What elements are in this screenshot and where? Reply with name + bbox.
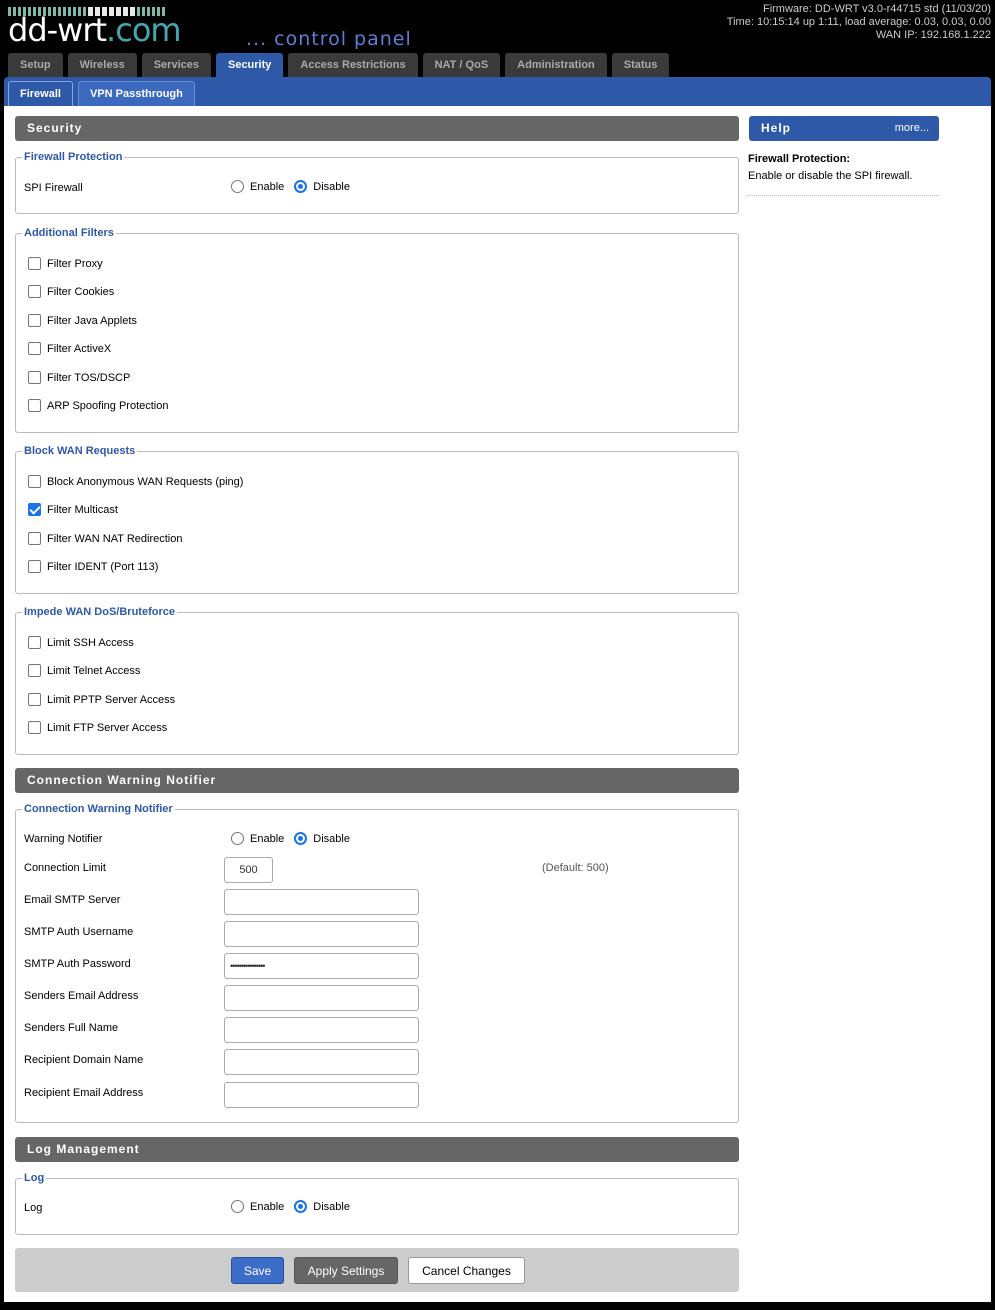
filter-tos-dscp[interactable] <box>28 371 130 384</box>
tab-status[interactable]: Status <box>612 53 670 77</box>
limit-telnet-checkbox[interactable] <box>28 664 41 677</box>
recipient-email-input[interactable] <box>224 1082 419 1108</box>
smtp-server-input[interactable] <box>224 889 419 915</box>
limit-pptp[interactable] <box>28 693 175 706</box>
spi-enable-radio[interactable] <box>231 180 244 193</box>
warning-notifier-label: Warning Notifier <box>24 833 103 845</box>
recipient-domain-input[interactable] <box>224 1049 419 1075</box>
warning-enable-radio[interactable] <box>231 832 244 845</box>
tab-security[interactable]: Security <box>216 53 283 79</box>
smtp-username-label: SMTP Auth Username <box>24 926 134 938</box>
save-button[interactable]: Save <box>231 1257 284 1284</box>
smtp-password-input[interactable]: •••••••••••••••• <box>224 953 419 979</box>
warning-enable-label: Enable <box>250 832 285 845</box>
filter-nat-label: Filter WAN NAT Redirection <box>47 532 183 545</box>
apply-settings-button[interactable]: Apply Settings <box>294 1257 398 1284</box>
filter-ident-label: Filter IDENT (Port 113) <box>47 560 159 573</box>
filter-ident-checkbox[interactable] <box>28 560 41 573</box>
content-area <box>4 106 991 1302</box>
spi-disable-label: Disable <box>313 180 350 193</box>
log-radios <box>229 1200 350 1213</box>
conn-limit-label: Connection Limit <box>24 862 106 874</box>
filter-cookies-label: Filter Cookies <box>47 285 115 298</box>
log-enable-label: Enable <box>250 1200 285 1213</box>
log-enable-radio[interactable] <box>231 1200 244 1213</box>
arp-spoofing-protection[interactable] <box>28 399 168 412</box>
tab-administration[interactable]: Administration <box>505 53 607 77</box>
spi-disable-radio[interactable] <box>294 180 307 193</box>
limit-pptp-checkbox[interactable] <box>28 693 41 706</box>
limit-telnet[interactable] <box>28 664 140 677</box>
log-disable-radio[interactable] <box>294 1200 307 1213</box>
smtp-username-input[interactable] <box>224 921 419 947</box>
tab-services[interactable]: Services <box>142 53 211 77</box>
cancel-changes-button[interactable]: Cancel Changes <box>408 1257 525 1284</box>
legend-log: Log <box>24 1172 45 1184</box>
block-anon-checkbox[interactable] <box>28 475 41 488</box>
fieldset-log <box>15 1172 739 1235</box>
help-text: Enable or disable the SPI firewall. <box>748 170 913 182</box>
help-more-link[interactable]: more... <box>894 122 929 134</box>
button-bar <box>15 1248 739 1292</box>
log-label: Log <box>24 1202 43 1214</box>
logo-tagline: ... control panel <box>246 28 412 50</box>
firmware-version: Firmware: DD-WRT v3.0-r44715 std (11/03/20) <box>762 3 991 15</box>
warning-disable-radio[interactable] <box>294 832 307 845</box>
limit-ftp[interactable] <box>28 721 167 734</box>
filter-multicast-label: Filter Multicast <box>47 503 118 516</box>
spi-enable-label: Enable <box>250 180 285 193</box>
smtp-server-label: Email SMTP Server <box>24 894 121 906</box>
filter-wan-nat-redirection[interactable] <box>28 532 183 545</box>
section-title-cwn: Connection Warning Notifier <box>15 768 739 793</box>
senders-email-input[interactable] <box>224 985 419 1011</box>
filter-multicast-checkbox[interactable] <box>28 503 41 516</box>
senders-name-input[interactable] <box>224 1017 419 1043</box>
filter-java-label: Filter Java Applets <box>47 314 137 327</box>
block-anonymous-wan[interactable] <box>28 475 243 488</box>
wan-ip: WAN IP: 192.168.1.222 <box>875 29 991 41</box>
limit-ftp-checkbox[interactable] <box>28 721 41 734</box>
limit-ssh-label: Limit SSH Access <box>47 636 134 649</box>
senders-name-label: Senders Full Name <box>24 1022 119 1034</box>
limit-telnet-label: Limit Telnet Access <box>47 664 141 677</box>
tab-access-restrictions[interactable]: Access Restrictions <box>288 53 417 77</box>
tab-setup[interactable]: Setup <box>8 53 63 77</box>
senders-email-label: Senders Email Address <box>24 990 139 1002</box>
filter-ident[interactable] <box>28 560 158 573</box>
filter-activex[interactable] <box>28 342 111 355</box>
filter-activex-checkbox[interactable] <box>28 342 41 355</box>
limit-ssh[interactable] <box>28 636 134 649</box>
filter-tos-checkbox[interactable] <box>28 371 41 384</box>
limit-ftp-label: Limit FTP Server Access <box>47 721 168 734</box>
legend-block-wan: Block WAN Requests <box>24 445 136 457</box>
filter-java-checkbox[interactable] <box>28 314 41 327</box>
smtp-password-label: SMTP Auth Password <box>24 958 131 970</box>
arp-spoofing-label: ARP Spoofing Protection <box>47 399 169 412</box>
filter-nat-checkbox[interactable] <box>28 532 41 545</box>
spi-firewall-radios <box>229 180 350 193</box>
ddwrt-logo <box>8 6 438 50</box>
spi-firewall-label: SPI Firewall <box>24 182 83 194</box>
arp-spoofing-checkbox[interactable] <box>28 399 41 412</box>
filter-proxy-label: Filter Proxy <box>47 257 103 270</box>
legend-additional-filters: Additional Filters <box>24 227 114 239</box>
logo-text: dd-wrt.com <box>8 11 181 49</box>
limit-ssh-checkbox[interactable] <box>28 636 41 649</box>
help-topic: Firewall Protection: <box>748 153 851 165</box>
firmware-info <box>727 3 991 42</box>
fieldset-firewall-protection <box>15 151 739 214</box>
conn-limit-input[interactable]: 500 <box>224 857 273 883</box>
recipient-email-label: Recipient Email Address <box>24 1087 144 1099</box>
tab-wireless[interactable]: Wireless <box>68 53 137 77</box>
filter-tos-label: Filter TOS/DSCP <box>47 371 131 384</box>
recipient-domain-label: Recipient Domain Name <box>24 1054 144 1066</box>
filter-multicast[interactable] <box>28 503 118 516</box>
help-title: Help <box>761 121 792 135</box>
filter-cookies[interactable] <box>28 285 114 298</box>
legend-firewall-protection: Firewall Protection <box>24 151 123 163</box>
legend-cwn: Connection Warning Notifier <box>24 803 173 815</box>
warning-notifier-radios <box>229 832 350 845</box>
filter-activex-label: Filter ActiveX <box>47 342 112 355</box>
tab-nat-qos[interactable]: NAT / QoS <box>423 53 501 77</box>
section-title-security: Security <box>15 116 739 141</box>
warning-disable-label: Disable <box>313 832 350 845</box>
subtab-firewall[interactable]: Firewall <box>8 81 73 106</box>
filter-java-applets[interactable] <box>28 314 137 327</box>
main-tabs <box>8 53 669 79</box>
help-header <box>749 116 939 141</box>
filter-proxy[interactable] <box>28 257 103 270</box>
block-anon-label: Block Anonymous WAN Requests (ping) <box>47 475 244 488</box>
legend-impede-dos: Impede WAN DoS/Bruteforce <box>24 606 175 618</box>
conn-limit-hint: (Default: 500) <box>542 862 609 874</box>
filter-proxy-checkbox[interactable] <box>28 257 41 270</box>
limit-pptp-label: Limit PPTP Server Access <box>47 693 176 706</box>
section-title-log: Log Management <box>15 1137 739 1162</box>
help-body <box>748 151 939 196</box>
uptime-load: Time: 10:15:14 up 1:11, load average: 0.03, 0.03, 0.00 <box>726 16 991 28</box>
log-disable-label: Disable <box>313 1200 350 1213</box>
sub-tabs <box>8 81 195 106</box>
filter-cookies-checkbox[interactable] <box>28 285 41 298</box>
subtab-vpn-passthrough[interactable]: VPN Passthrough <box>78 81 195 106</box>
